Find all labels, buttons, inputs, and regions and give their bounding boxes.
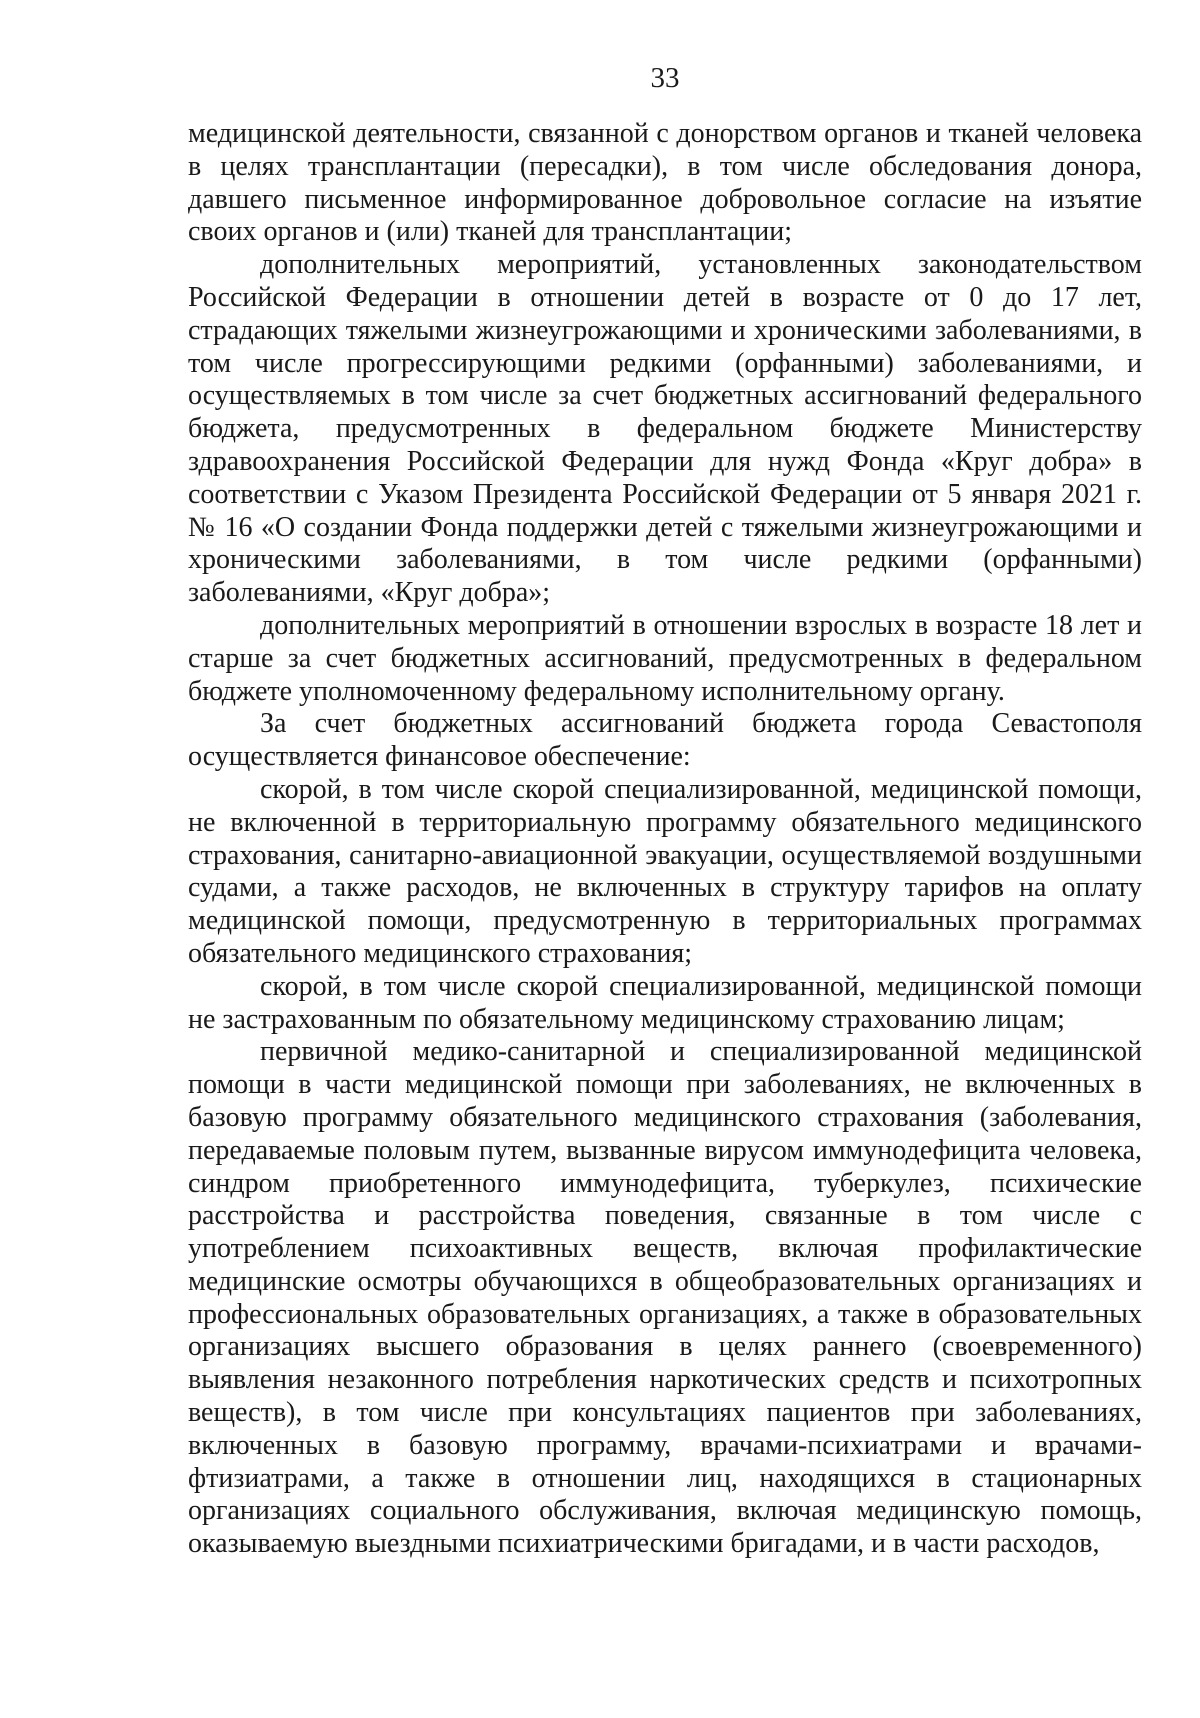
paragraph-3: дополнительных мероприятий в отношении взрослых в возрасте 18 лет и старше за счет бюджетных ассигнований, предусмотренных в федеральном бюджете уполномоченному федеральному исполнительному органу. <box>188 609 1142 707</box>
paragraph-1: медицинской деятельности, связанной с донорством органов и тканей человека в целях трансплантации (пересадки), в том числе обследования донора, давшего письменное информированное добровольное согласие на изъятие своих органов и (или) тканей для трансплантации; <box>188 118 1142 248</box>
paragraph-4: За счет бюджетных ассигнований бюджета города Севастополя осуществляется финансовое обеспечение: <box>188 708 1142 773</box>
document-body <box>188 118 1142 1561</box>
paragraph-5: скорой, в том числе скорой специализированной, медицинской помощи, не включенной в территориальную программу обязательного медицинского страхования, санитарно-авиационной эвакуации, осуществляемой воздушными судами, а также расходов, не включенных в структуру тарифов на оплату медицинской помощи, предусмотренную в территориальных программах обязательного медицинского страхования; <box>188 773 1142 969</box>
paragraph-6: скорой, в том числе скорой специализированной, медицинской помощи не застрахованным по обязательному медицинскому страхованию лицам; <box>188 970 1142 1035</box>
paragraph-7: первичной медико-санитарной и специализированной медицинской помощи в части медицинской помощи при заболеваниях, не включенных в базовую программу обязательного медицинского страхования (заболевания, передаваемые половым путем, вызванные вирусом иммунодефицита человека, синдром приобретенного иммунодефицита, туберкулез, психические расстройства и расстройства поведения, связанные в том числе с употреблением психоактивных веществ, включая профилактические медицинские осмотры обучающихся в общеобразовательных организациях и профессиональных образовательных организациях, а также в образовательных организациях высшего образования в целях раннего (своевременного) выявления незаконного потребления наркотических средств и психотропных веществ), в том числе при консультациях пациентов при заболеваниях, включенных в базовую программу, врачами-психиатрами и врачами-фтизиатрами, а также в отношении лиц, находящихся в стационарных организациях социального обслуживания, включая медицинскую помощь, оказываемую выездными психиатрическими бригадами, и в части расходов, <box>188 1036 1142 1560</box>
page-number: 33 <box>650 62 680 94</box>
paragraph-2: дополнительных мероприятий, установленных законодательством Российской Федерации в отношении детей в возрасте от 0 до 17 лет, страдающих тяжелыми жизнеугрожающими и хроническими заболеваниями, в том числе прогрессирующими редкими (орфанными) заболеваниями, и осуществляемых в том числе за счет бюджетных ассигнований федерального бюджета, предусмотренных в федеральном бюджете Министерству здравоохранения Российской Федерации для нужд Фонда «Круг добра» в соответствии с Указом Президента Российской Федерации от 5 января 2021 г. № 16 «О создании Фонда поддержки детей с тяжелыми жизнеугрожающими и хроническими заболеваниями, в том числе редкими (орфанными) заболеваниями, «Круг добра»; <box>188 249 1142 609</box>
